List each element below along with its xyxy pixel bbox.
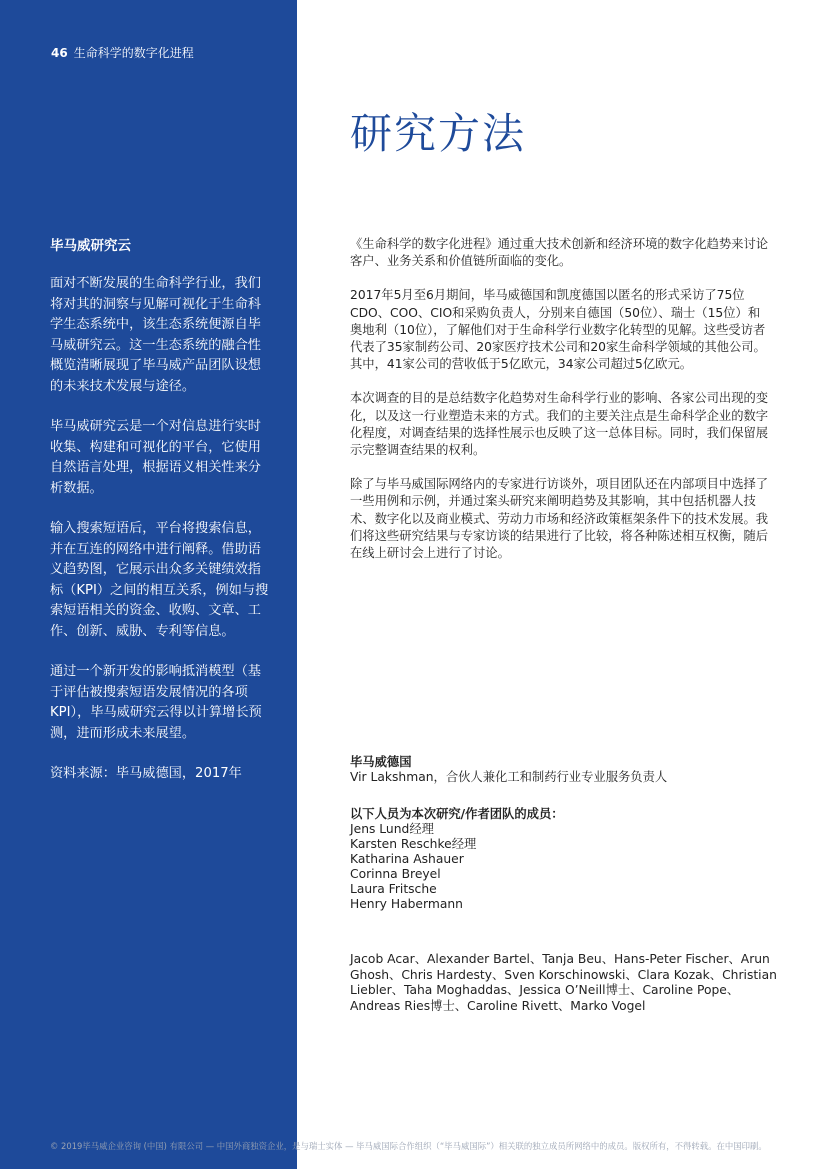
sidebar-panel — [0, 0, 297, 1169]
body-paragraph: 本次调查的目的是总结数字化趋势对生命科学行业的影响、各家公司出现的变化，以及这一行业塑造未来的方式。我们的主要关注点是生命科学企业的数字化程度，对调查结果的选择性展示也反映了这一总体目标。同时，我们保留展示完整调查结果的权利。 — [350, 391, 769, 458]
body-paragraph: 《生命科学的数字化进程》通过重大技术创新和经济环境的数字化趋势来讨论客户、业务关系和价值链所面临的变化。 — [350, 237, 769, 269]
team-member: Corinna Breyel — [350, 867, 441, 881]
team-member: Jens Lund经理 — [350, 822, 434, 836]
credits-org: 毕马威德国 — [350, 755, 412, 769]
copyright-footer: © 2019毕马威企业咨询 (中国) 有限公司 — 中国外商独资企业，是与瑞士实体 — 毕马威国际合作组织（“毕马威国际”）相关联的独立成员所网络中的成员。版权所有，不得转载。在中国印刷。 — [50, 1141, 767, 1151]
team-member: Katharina Ashauer — [350, 852, 464, 866]
page-title: 研究方法 — [350, 109, 527, 158]
credits-section — [350, 755, 780, 1014]
sidebar-heading: 毕马威研究云 — [50, 238, 131, 254]
body-paragraph: 除了与毕马威国际网络内的专家进行访谈外，项目团队还在内部项目中选择了一些用例和示例，并通过案头研究来阐明趋势及其影响，其中包括机器人技术、数字化以及商业模式、劳动力市场和经济政策框架条件下的技术发展。我们将这些研究结果与专家访谈的结果进行了比较，将各种陈述相互权衡，随后在线上研讨会上进行了讨论。 — [350, 477, 769, 561]
page-header — [51, 45, 194, 61]
team-member: Henry Habermann — [350, 897, 463, 911]
credits-lead: Vir Lakshman，合伙人兼化工和制药行业专业服务负责人 — [350, 770, 668, 784]
sidebar-paragraph: 面对不断发展的生命科学行业，我们将对其的洞察与见解可视化于生命科学生态系统中，该生态系统便源自毕马威研究云。这一生态系统的融合性概览清晰展现了毕马威产品团队设想的未来技术发展与途径。 — [50, 276, 261, 394]
sidebar-paragraph: 通过一个新开发的影响抵消模型（基于评估被搜索短语发展情况的各项KPI），毕马威研究云得以计算增长预测，进而形成未来展望。 — [50, 664, 262, 741]
team-member: Laura Fritsche — [350, 882, 437, 896]
team-member: Karsten Reschke经理 — [350, 837, 477, 851]
page-number: 46 — [51, 46, 68, 60]
body-paragraph: 2017年5月至6月期间，毕马威德国和凯度德国以匿名的形式采访了75位CDO、COO、CIO和采购负责人，分别来自德国（50位）、瑞士（15位）和奥地利（10位），了解他们对于生命科学行业数字化转型的见解。这些受访者代表了35家制药公司、20家医疗技术公司和20家生命科学领域的其他公司。其中，41家公司的营收低于5亿欧元，34家公司超过5亿欧元。 — [350, 288, 766, 372]
section-title: 生命科学的数字化进程 — [73, 46, 194, 60]
sidebar-content — [50, 236, 270, 785]
sidebar-paragraph: 输入搜索短语后，平台将搜索信息，并在互连的网络中进行阐释。借助语义趋势图，它展示出众多关键绩效指标（KPI）之间的相互关系，例如与搜索短语相关的资金、收购、文章、工作、创新、威胁、专利等信息。 — [50, 521, 269, 639]
sidebar-paragraph: 毕马威研究云是一个对信息进行实时收集、构建和可视化的平台，它使用自然语言处理，根据语义相关性来分析数据。 — [50, 419, 261, 496]
team-list — [350, 822, 780, 912]
team-heading: 以下人员为本次研究/作者团队的成员： — [350, 807, 564, 821]
main-content — [350, 236, 772, 579]
sidebar-source: 资料来源：毕马威德国，2017年 — [50, 766, 242, 781]
other-contributors: Jacob Acar、Alexander Bartel、Tanja Beu、Hans-Peter Fischer、Arun Ghosh、Chris Hardesty、Sven Korschinowski、Clara Kozak、Christian Liebler、Taha Moghaddas、Jessica O’Neill博士、Caroline Pope、Andreas Ries博士、Caroline Rivett、Marko Vogel — [350, 952, 777, 1013]
